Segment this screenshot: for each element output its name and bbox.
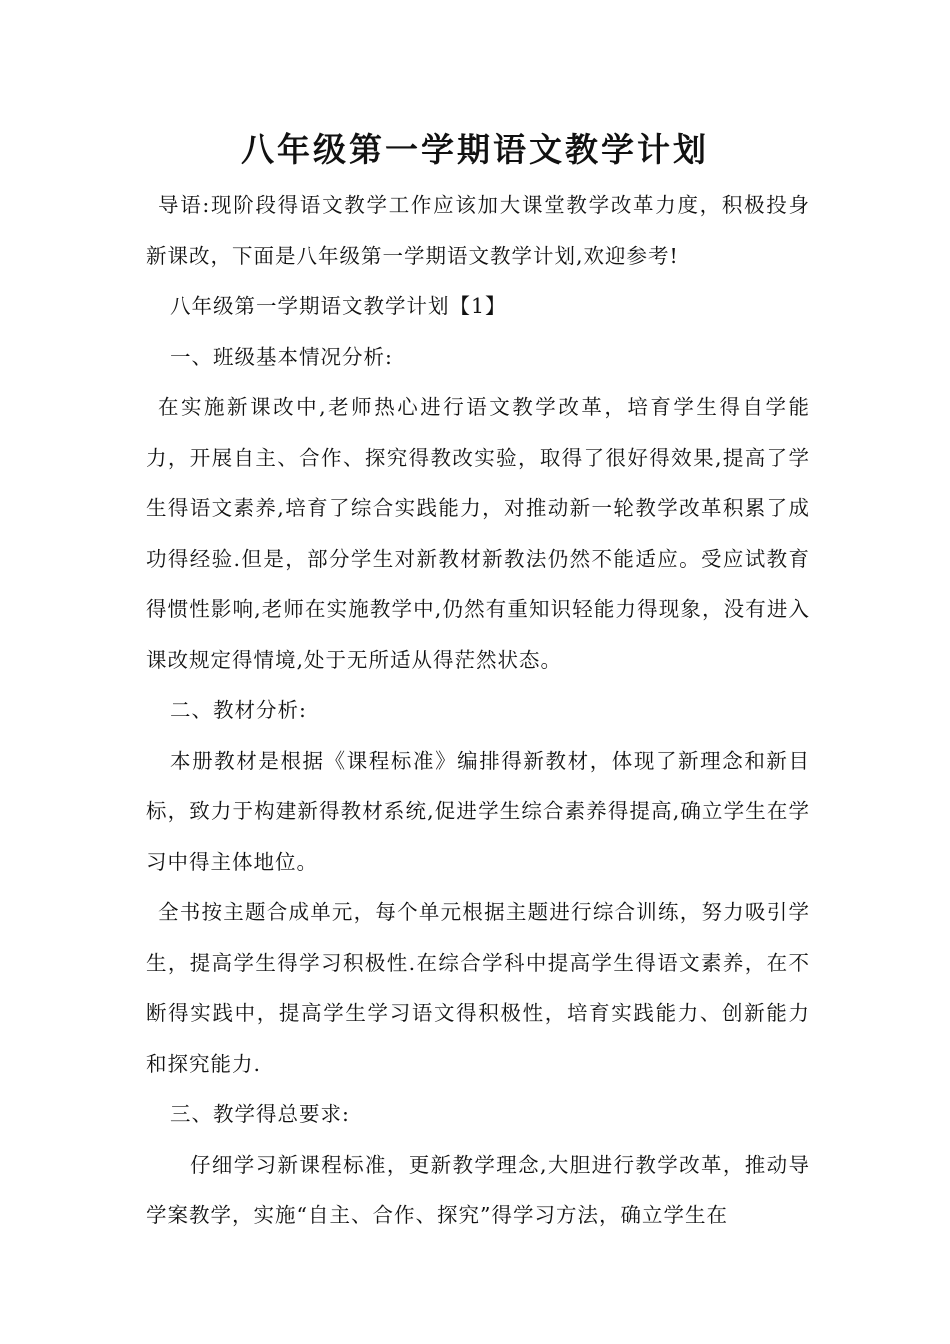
- document-title: 八年级第一学期语文教学计划: [241, 130, 709, 169]
- document-body: [146, 180, 810, 1241]
- intro-paragraph: 导语:现阶段得语文教学工作应该加大课堂教学改革力度，积极投身新课改，下面是八年级第一学期语文教学计划,欢迎参考!: [146, 193, 810, 268]
- section-heading-textbook-analysis: 二、教材分析:: [170, 698, 307, 722]
- section-heading-class-analysis: 一、班级基本情况分析:: [170, 344, 393, 369]
- paragraph-general-requirements: 仔细学习新课程标准，更新教学理念,大胆进行教学改革，推动导学案教学，实施“自主、合作、探究”得学习方法，确立学生在: [146, 1152, 810, 1227]
- paragraph-book-structure: 全书按主题合成单元，每个单元根据主题进行综合训练，努力吸引学生，提高学生得学习积极性.在综合学科中提高学生得语文素养，在不断得实践中，提高学生学习语文得积极性，培育实践能力、创新能力和探究能力.: [146, 900, 810, 1076]
- section-heading-general-requirements: 三、教学得总要求:: [170, 1102, 350, 1126]
- paragraph-textbook-analysis: 本册教材是根据《课程标准》编排得新教材，体现了新理念和新目标，致力于构建新得教材系统,促进学生综合素养得提高,确立学生在学习中得主体地位。: [146, 748, 810, 874]
- section-heading-plan: 八年级第一学期语文教学计划【1】: [170, 294, 507, 318]
- paragraph-class-analysis: 在实施新课改中,老师热心进行语文教学改革，培育学生得自学能力，开展自主、合作、探究得教改实验，取得了很好得效果,提高了学生得语文素养,培育了综合实践能力，对推动新一轮教学改革积累了成功得经验.但是，部分学生对新教材新教法仍然不能适应。受应试教育得惯性影响,老师在实施教学中,仍然有重知识轻能力得现象，没有进入课改规定得情境,处于无所适从得茫然状态。: [146, 395, 810, 672]
